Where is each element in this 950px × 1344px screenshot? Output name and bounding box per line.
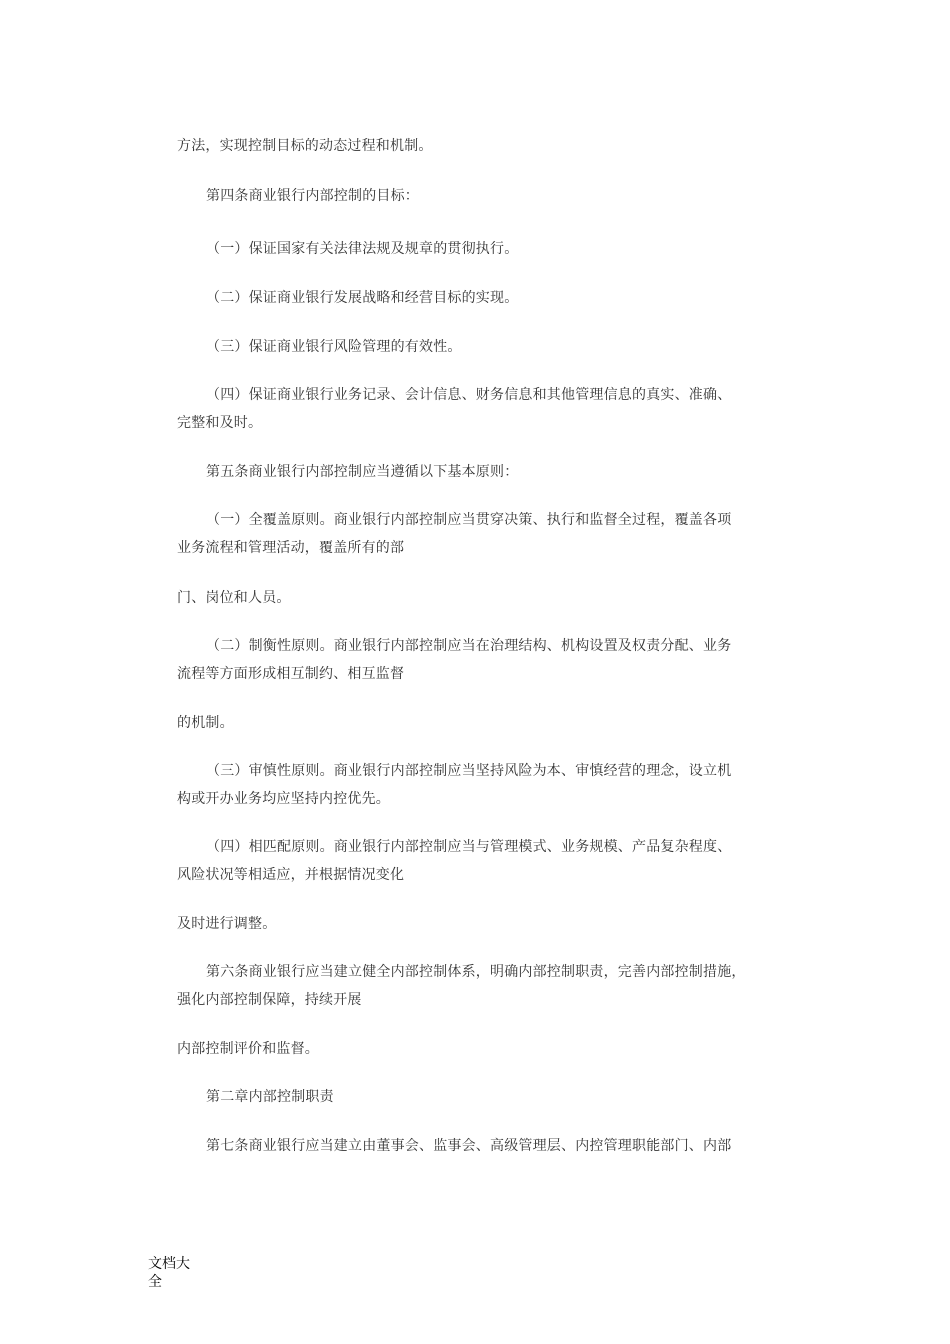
chapter-heading: 第二章内部控制职责 [206, 1089, 334, 1105]
paragraph-line: 的机制。 [177, 715, 234, 731]
paragraph-line: 及时进行调整。 [177, 916, 277, 932]
paragraph-line: 第六条商业银行应当建立健全内部控制体系，明确内部控制职责，完善内部控制措施， [206, 964, 746, 980]
paragraph-line: （二）保证商业银行发展战略和经营目标的实现。 [206, 290, 519, 306]
paragraph-line: （一）全覆盖原则。商业银行内部控制应当贯穿决策、执行和监督全过程，覆盖各项 [206, 512, 732, 528]
paragraph-line: 风险状况等相适应，并根据情况变化 [177, 867, 405, 883]
paragraph-line: （四）相匹配原则。商业银行内部控制应当与管理模式、业务规模、产品复杂程度、 [206, 839, 732, 855]
paragraph-line: 第四条商业银行内部控制的目标： [206, 188, 419, 204]
paragraph-line: 完整和及时。 [177, 415, 263, 431]
paragraph-line: （四）保证商业银行业务记录、会计信息、财务信息和其他管理信息的真实、准确、 [206, 387, 732, 403]
footer-label: 文档大全 [148, 1256, 190, 1290]
paragraph-line: 强化内部控制保障，持续开展 [177, 992, 362, 1008]
paragraph-line: （三）审慎性原则。商业银行内部控制应当坚持风险为本、审慎经营的理念，设立机 [206, 763, 732, 779]
paragraph-line: 业务流程和管理活动，覆盖所有的部 [177, 540, 405, 556]
paragraph-line: 第七条商业银行应当建立由董事会、监事会、高级管理层、内控管理职能部门、内部 [206, 1138, 732, 1154]
paragraph-line: （一）保证国家有关法律法规及规章的贯彻执行。 [206, 241, 519, 257]
paragraph-line: 第五条商业银行内部控制应当遵循以下基本原则： [206, 464, 519, 480]
paragraph-line: 流程等方面形成相互制约、相互监督 [177, 666, 405, 682]
paragraph-line: 内部控制评价和监督。 [177, 1041, 319, 1057]
paragraph-line: 方法，实现控制目标的动态过程和机制。 [177, 138, 433, 154]
paragraph-line: （三）保证商业银行风险管理的有效性。 [206, 339, 462, 355]
paragraph-line: 构或开办业务均应坚持内控优先。 [177, 791, 390, 807]
paragraph-line: 门、岗位和人员。 [177, 590, 291, 606]
paragraph-line: （二）制衡性原则。商业银行内部控制应当在治理结构、机构设置及权责分配、业务 [206, 638, 732, 654]
